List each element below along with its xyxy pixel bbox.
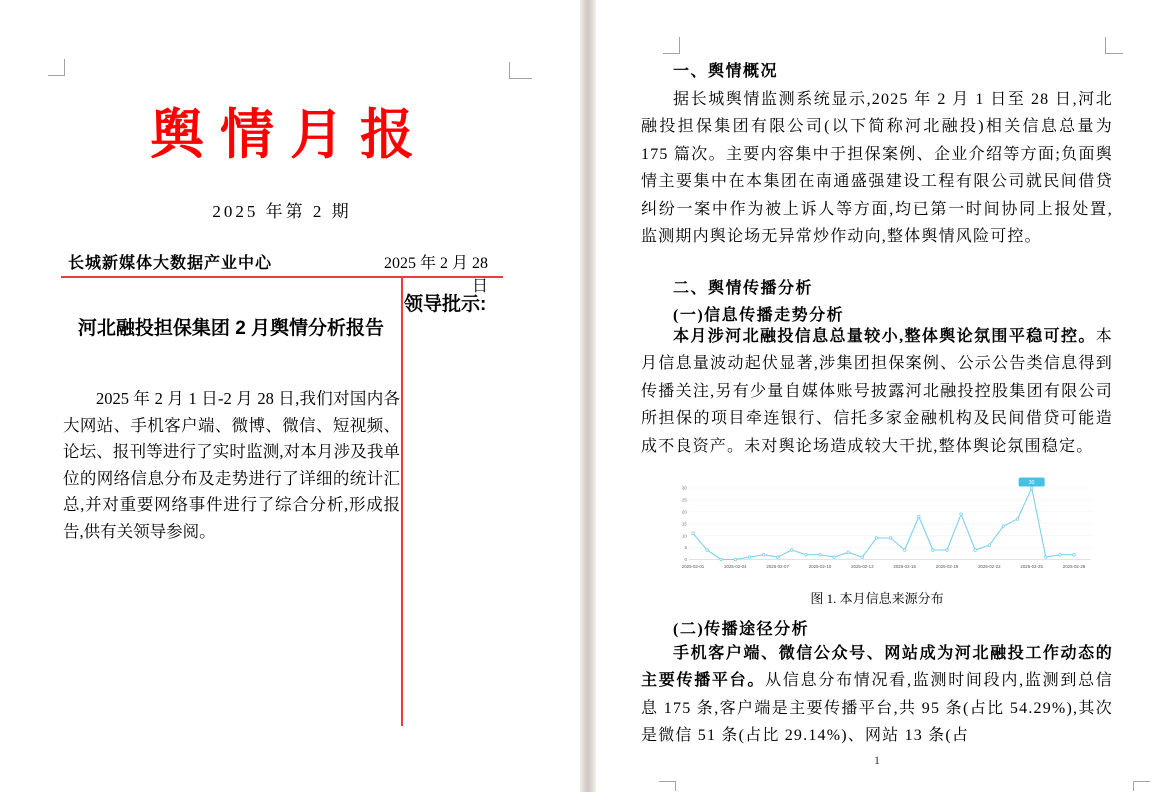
issue-line[interactable]: 2025 年第 2 期 — [212, 202, 352, 221]
svg-text:5: 5 — [684, 545, 687, 551]
svg-text:15: 15 — [681, 521, 687, 527]
section1-paragraph[interactable]: 据长城舆情监测系统显示,2025 年 2 月 1 日至 28 日,河北融投担保集团有限公司(以下简称河北融投)相关信息总量为 175 篇次。主要内容集中于担保案例、企业介绍等方面;负面舆情主要集中在本集团在南通盛强建设工程有限公司就民间借贷纠纷一案中作为被上诉人等方面,均已第一时间协同上报处置,监测期内舆论场无异常炒作动向,整体舆情风险可控。 — [641, 91, 1113, 246]
report-title[interactable]: 河北融投担保集团 2 月舆情分析报告 — [77, 318, 385, 339]
svg-text:2025-02-07: 2025-02-07 — [766, 564, 789, 569]
page-gap-divider — [580, 0, 596, 792]
svg-text:30: 30 — [681, 485, 687, 491]
masthead-title[interactable]: 舆情月报 — [150, 105, 430, 165]
svg-text:20: 20 — [681, 509, 687, 515]
svg-text:10: 10 — [681, 533, 687, 539]
svg-text:2025-02-16: 2025-02-16 — [893, 564, 916, 569]
figure1-trend-chart[interactable] — [671, 477, 1111, 579]
crop-corner-mark — [48, 59, 65, 76]
svg-text:0: 0 — [684, 557, 687, 563]
crop-corner-mark — [509, 62, 532, 79]
section1-heading[interactable]: 一、舆情概况 — [673, 63, 779, 80]
report-date[interactable]: 2025 年 2 月 28 日 — [383, 255, 488, 295]
section2-sub1-heading[interactable]: (一)信息传播走势分析 — [673, 307, 845, 324]
crop-corner-mark — [1105, 37, 1123, 54]
section2-heading[interactable]: 二、舆情传播分析 — [673, 280, 814, 297]
svg-text:2025-02-01: 2025-02-01 — [681, 564, 705, 569]
red-rule-vertical — [401, 276, 403, 726]
svg-text:2025-02-04: 2025-02-04 — [724, 564, 747, 569]
svg-text:2025-02-25: 2025-02-25 — [1020, 564, 1043, 569]
svg-text:2025-02-13: 2025-02-13 — [851, 564, 874, 569]
svg-text:2025-02-10: 2025-02-10 — [808, 564, 832, 569]
leader-note-label[interactable]: 领导批示: — [404, 294, 487, 315]
svg-text:2025-02-19: 2025-02-19 — [935, 564, 959, 569]
trend-bold-lead: 本月涉河北融投信息总量较小,整体舆论氛围平稳可控。 — [673, 328, 1096, 345]
crop-corner-mark — [659, 781, 676, 791]
page-number: 1 — [874, 753, 880, 767]
svg-text:30: 30 — [1028, 480, 1035, 486]
section2-sub2-heading[interactable]: (二)传播途径分析 — [673, 621, 810, 638]
trend-paragraph[interactable] — [641, 323, 1113, 460]
figure1-caption: 图 1. 本月信息来源分布 — [810, 591, 944, 606]
svg-text:25: 25 — [681, 497, 687, 503]
crop-corner-mark — [1133, 781, 1150, 791]
intro-paragraph[interactable]: 2025 年 2 月 1 日-2 月 28 日,我们对国内各大网站、手机客户端、微博、微信、短视频、论坛、报刊等进行了实时监测,对本月涉及我单位的网络信息分布及走势进行了详细的统计汇总,并对重要网络事件进行了综合分析,形成报告,供有关领导参阅。 — [63, 389, 400, 541]
svg-text:2025-02-28: 2025-02-28 — [1062, 564, 1086, 569]
svg-text:2025-02-22: 2025-02-22 — [978, 564, 1001, 569]
channel-rest: 从信息分布情况看,监测时间段内,监测到总信息 175 条,客户端是主要传播平台,共 95 条(占比 54.29%),其次是微信 51 条(占比 29.14%)、网站 13 条(占 — [641, 672, 1114, 745]
crop-corner-mark — [663, 37, 680, 54]
org-name[interactable]: 长城新媒体大数据产业中心 — [68, 255, 273, 272]
channel-bold-lead: 手机客户端、微信公众号、网站成为河北融投工作动态的主要传播平台。 — [641, 645, 1113, 690]
red-rule-horizontal — [61, 276, 503, 278]
trend-chart-svg — [671, 477, 1111, 579]
trend-rest: 本月信息量波动起伏显著,涉集团担保案例、公示公告类信息得到传播关注,另有少量自媒体账号披露河北融投控股集团有限公司所担保的项目牵连银行、信托多家金融机构及民间借贷可能造成不良资产。未对舆论场造成较大干扰,整体舆论氛围稳定。 — [641, 328, 1113, 455]
page-2[interactable] — [596, 0, 1158, 792]
channel-paragraph[interactable] — [641, 640, 1113, 750]
